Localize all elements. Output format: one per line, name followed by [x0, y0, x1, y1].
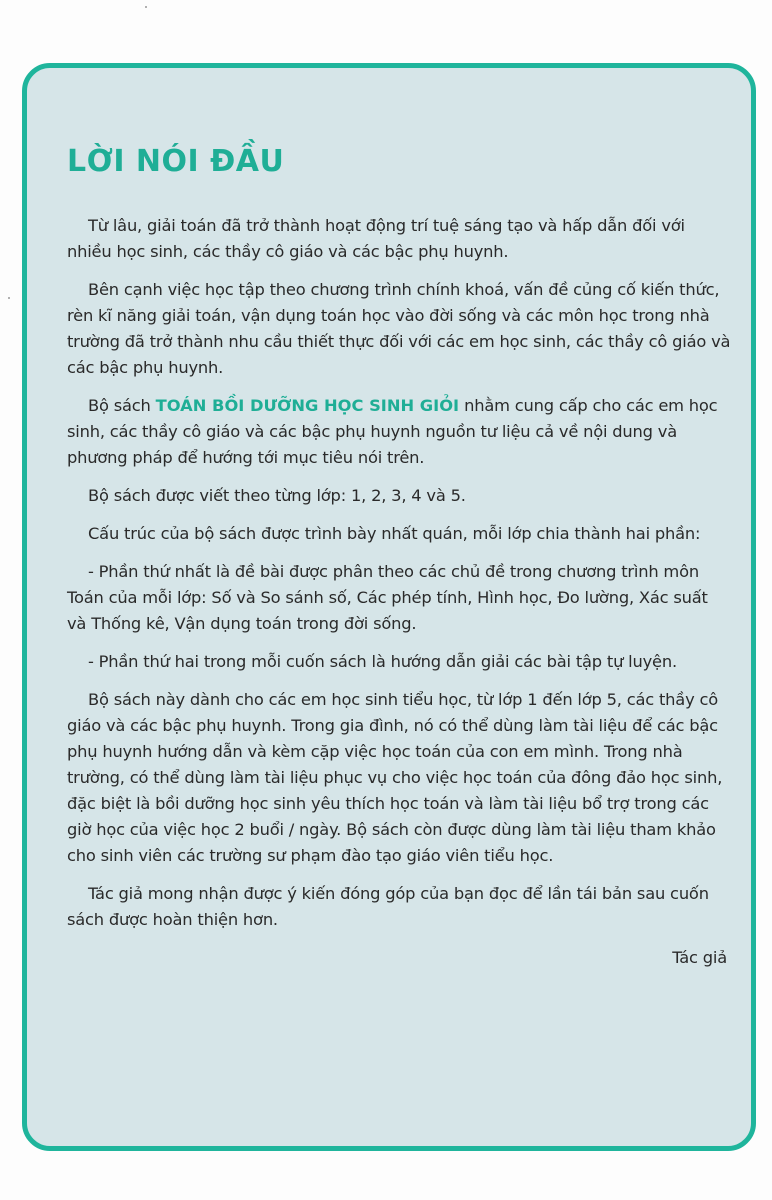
preface-body	[67, 213, 731, 983]
paragraph-5: Cấu trúc của bộ sách được trình bày nhất quán, mỗi lớp chia thành hai phần:	[88, 524, 701, 543]
paragraph-1: Từ lâu, giải toán đã trở thành hoạt động trí tuệ sáng tạo và hấp dẫn đối với nhiều học sinh, các thầy cô giáo và các bậc phụ huynh.	[67, 216, 685, 261]
series-name-highlight: TOÁN BỒI DƯỠNG HỌC SINH GIỎI	[155, 396, 460, 415]
paragraph-8: Bộ sách này dành cho các em học sinh tiểu học, từ lớp 1 đến lớp 5, các thầy cô giáo và các bậc phụ huynh. Trong gia đình, nó có thể dùng làm tài liệu để các bậc phụ huynh hướng dẫn và kèm cặp việc học toán của con em mình. Trong nhà trường, có thể dùng làm tài liệu phục vụ cho việc học toán của đông đảo học sinh, đặc biệt là bồi dưỡng học sinh yêu thích học toán và làm tài liệu bổ trợ trong các giờ học của việc học 2 buổi / ngày. Bộ sách còn được dùng làm tài liệu tham khảo cho sinh viên các trường sư phạm đào tạo giáo viên tiểu học.	[67, 690, 723, 865]
paragraph-3-before: Bộ sách	[88, 396, 156, 415]
paragraph-2: Bên cạnh việc học tập theo chương trình chính khoá, vấn đề củng cố kiến thức, rèn kĩ năng giải toán, vận dụng toán học vào đời sống và các môn học trong nhà trường đã trở thành nhu cầu thiết thực đối với các em học sinh, các thầy cô giáo và các bậc phụ huynh.	[67, 280, 731, 377]
page-title: LỜI NÓI ĐẦU	[67, 144, 285, 179]
scan-speck	[8, 297, 10, 299]
preface-panel	[22, 63, 756, 1151]
paragraph-7-part-two: - Phần thứ hai trong mỗi cuốn sách là hướng dẫn giải các bài tập tự luyện.	[88, 652, 677, 671]
paragraph-9: Tác giả mong nhận được ý kiến đóng góp của bạn đọc để lần tái bản sau cuốn sách được hoàn thiện hơn.	[67, 884, 709, 929]
paragraph-3-after: nhằm cung cấp cho các em học sinh, các thầy cô giáo và các bậc phụ huynh nguồn tư liệu cả về nội dung và phương pháp để hướng tới mục tiêu nói trên.	[67, 396, 718, 467]
paragraph-3	[67, 393, 731, 471]
paragraph-6-part-one: - Phần thứ nhất là đề bài được phân theo các chủ đề trong chương trình môn Toán của mỗi lớp: Số và So sánh số, Các phép tính, Hình học, Đo lường, Xác suất và Thống kê, Vận dụng toán trong đời sống.	[67, 562, 708, 633]
paragraph-4: Bộ sách được viết theo từng lớp: 1, 2, 3, 4 và 5.	[88, 486, 466, 505]
scan-speck	[145, 6, 147, 8]
author-signature: Tác giả	[672, 948, 727, 967]
